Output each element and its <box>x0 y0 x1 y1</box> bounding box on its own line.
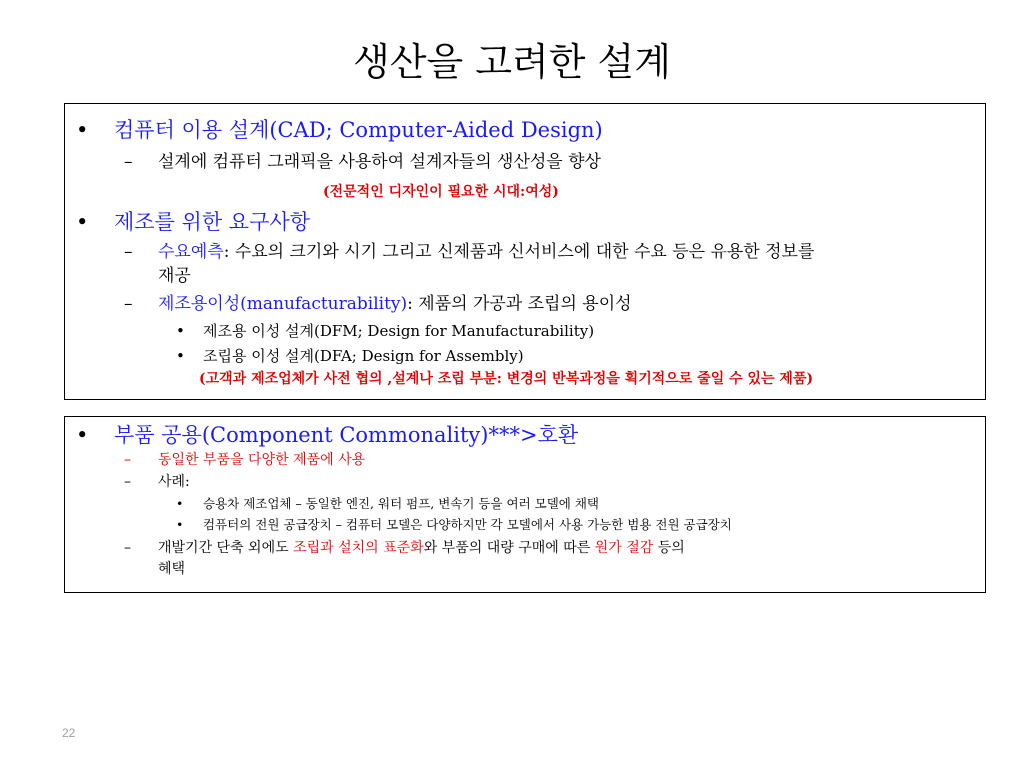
bullet-cad: 컴퓨터 이용 설계(CAD; Computer-Aided Design) <box>114 118 603 142</box>
dash-marker: – <box>124 452 131 468</box>
bullet-marker: • <box>76 423 89 447</box>
benefits-standardization: 조립과 설치의 표준화 <box>293 540 424 556</box>
subsub-dfm: 제조용 이성 설계(DFM; Design for Manufacturability) <box>203 322 595 340</box>
note-professional-design: (전문적인 디자인이 필요한 시대:여성) <box>323 184 559 200</box>
bullet-marker: • <box>176 347 185 365</box>
bullet-manufacturing-requirements: 제조를 위한 요구사항 <box>114 210 310 234</box>
bullet-marker: • <box>76 210 89 234</box>
manufacturability-text: : 제품의 가공과 조립의 용이성 <box>407 294 632 314</box>
sub-benefits-cont: 혜택 <box>158 561 186 577</box>
bullet-marker: • <box>76 118 89 142</box>
dash-marker: – <box>124 152 133 172</box>
benefits-text-a: 개발기간 단축 외에도 <box>158 540 294 556</box>
bullet-marker: • <box>176 517 184 532</box>
subsub-power-supply: 컴퓨터의 전원 공급장치 – 컴퓨터 모델은 다양하지만 각 모델에서 사용 가능한 범용 전원 공급장치 <box>203 517 732 532</box>
sub-demand-forecast <box>158 240 814 264</box>
sub-demand-forecast-cont: 재공 <box>158 266 191 286</box>
demand-forecast-text: : 수요의 크기와 시기 그리고 신제품과 신서비스에 대한 수요 등은 유용한 정보를 <box>223 242 815 262</box>
sub-manufacturability <box>158 292 632 316</box>
benefits-cost-reduction: 원가 절감 <box>594 540 654 556</box>
bullet-component-commonality: 부품 공용(Component Commonality)***>호환 <box>114 423 579 447</box>
sub-same-parts: 동일한 부품을 다양한 제품에 사용 <box>158 452 366 468</box>
dash-marker: – <box>124 540 131 556</box>
dash-marker: – <box>124 474 131 490</box>
note-collaboration: (고객과 제조업체가 사전 협의 ,설계나 조립 부분: 변경의 반복과정을 획기적으로 줄일 수 있는 제품) <box>199 371 814 387</box>
subsub-car-manufacturer: 승용차 제조업체 – 동일한 엔진, 워터 펌프, 변속기 등을 여러 모델에 채택 <box>203 496 600 511</box>
dash-marker: – <box>124 242 133 262</box>
manufacturability-label: 제조용이성(manufacturability) <box>158 294 408 314</box>
slide-title: 생산을 고려한 설계 <box>353 40 671 84</box>
sub-cad-productivity: 설계에 컴퓨터 그래픽을 사용하여 설계자들의 생산성을 향상 <box>158 152 601 172</box>
dash-marker: – <box>124 294 133 314</box>
sub-examples: 사례: <box>158 474 190 490</box>
benefits-text-e: 등의 <box>653 540 685 556</box>
bullet-marker: • <box>176 496 184 511</box>
benefits-text-c: 와 부품의 대량 구매에 따른 <box>423 540 595 556</box>
subsub-dfa: 조립용 이성 설계(DFA; Design for Assembly) <box>203 347 524 365</box>
sub-benefits <box>158 538 685 558</box>
demand-forecast-label: 수요예측 <box>158 242 224 262</box>
bullet-marker: • <box>176 322 185 340</box>
page-number: 22 <box>62 726 76 740</box>
